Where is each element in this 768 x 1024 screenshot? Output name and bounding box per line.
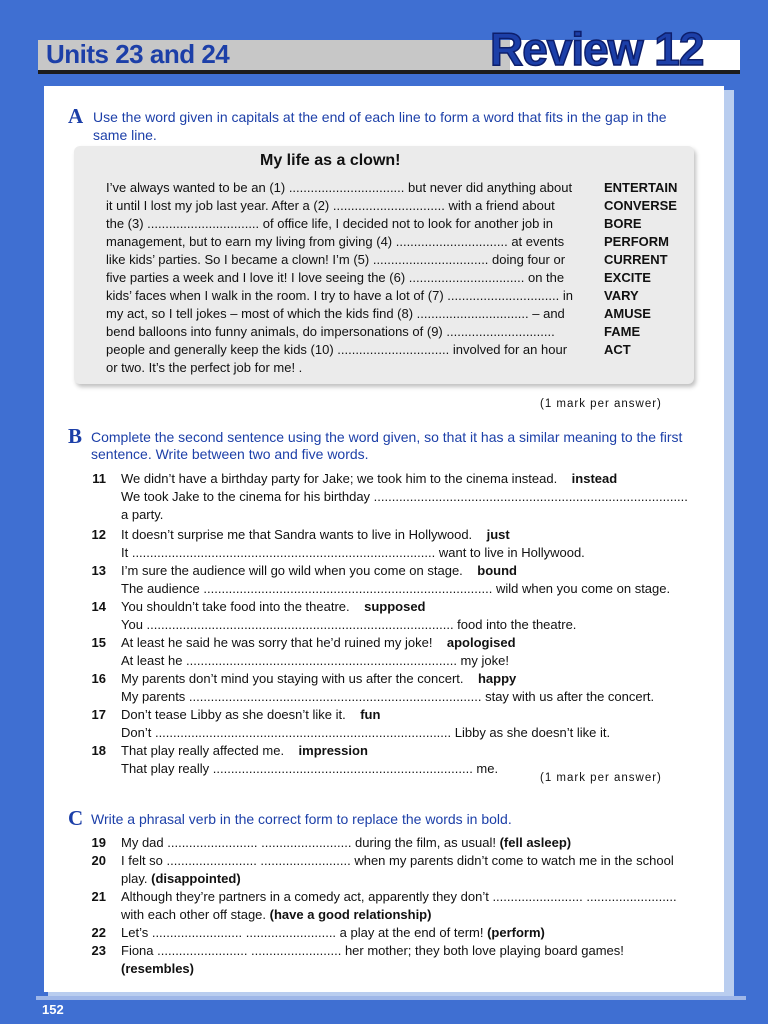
phrasal-verb-sentence-continued bbox=[121, 906, 431, 924]
question-number: 12 bbox=[91, 527, 106, 542]
section-a-marks: (1 mark per answer) bbox=[540, 398, 662, 410]
question-number: 20 bbox=[91, 853, 106, 868]
question-sentence bbox=[121, 706, 380, 724]
text-line: my act, so I tell jokes – most of which the kids find (8) ............................... – and bbox=[106, 306, 565, 321]
answer-line[interactable]: Don’t .................................................................................. Libby as she doesn’t like it. bbox=[121, 725, 611, 740]
capital-word: AMUSE bbox=[604, 306, 651, 321]
text-line: the (3) ............................... of office life, I decided not to look for another job in bbox=[106, 216, 554, 231]
first-sentence: That play really affected me. bbox=[121, 743, 285, 758]
capital-word: CURRENT bbox=[604, 252, 668, 267]
question-number: 21 bbox=[91, 889, 106, 904]
text-line: bend balloons into funny animals, do impersonations of (9) .............................. bbox=[106, 324, 555, 339]
section-b-instruction-2: sentence. Write between two and five words. bbox=[91, 446, 369, 462]
answer-line[interactable]: At least he ........................................................................... my joke! bbox=[121, 653, 509, 668]
key-word: fun bbox=[360, 707, 381, 722]
sentence-text: Fiona ......................... ......................... her mother; they both love playing board games! bbox=[121, 943, 624, 958]
bold-phrase: (have a good relationship) bbox=[269, 907, 432, 922]
key-word: supposed bbox=[364, 599, 426, 614]
review-title: Review 12 bbox=[490, 23, 704, 75]
page-number: 152 bbox=[42, 1002, 64, 1017]
phrasal-verb-sentence[interactable] bbox=[121, 834, 571, 852]
question-number: 13 bbox=[91, 563, 106, 578]
section-a-instruction-2: same line. bbox=[93, 127, 157, 143]
first-sentence: I’m sure the audience will go wild when you come on stage. bbox=[121, 563, 463, 578]
bold-phrase: (perform) bbox=[487, 925, 545, 940]
key-word: just bbox=[486, 527, 510, 542]
question-number: 23 bbox=[91, 943, 106, 958]
section-b-letter: B bbox=[68, 424, 83, 448]
question-number: 17 bbox=[91, 707, 106, 722]
answer-line[interactable]: We took Jake to the cinema for his birthday ....................................................................................... bbox=[121, 489, 688, 504]
first-sentence: My parents don’t mind you staying with us after the concert. bbox=[121, 671, 464, 686]
units-title: Units 23 and 24 bbox=[46, 39, 230, 69]
section-b-instruction-1: Complete the second sentence using the word given, so that it has a similar meaning to the first bbox=[91, 429, 683, 445]
sentence-text: Although they’re partners in a comedy act, apparently they don’t ......................... ......................... bbox=[121, 889, 677, 904]
capital-word: CONVERSE bbox=[604, 198, 677, 213]
question-number: 15 bbox=[91, 635, 106, 650]
text-line: kids’ faces when I walk in the room. I try to have a lot of (7) ............................... in bbox=[106, 288, 573, 303]
answer-line[interactable]: You ..................................................................................... food into the theatre. bbox=[121, 617, 577, 632]
answer-line[interactable]: My parents ................................................................................. stay with us after the concert. bbox=[121, 689, 655, 704]
sentence-text: My dad ......................... ......................... during the film, as usual! bbox=[121, 835, 496, 850]
capital-word: PERFORM bbox=[604, 234, 669, 249]
first-sentence: Don’t tease Libby as she doesn’t like it. bbox=[121, 707, 346, 722]
question-number: 22 bbox=[91, 925, 106, 940]
phrasal-verb-sentence[interactable] bbox=[121, 924, 545, 942]
bold-phrase: (resembles) bbox=[121, 961, 194, 976]
capital-word: FAME bbox=[604, 324, 641, 339]
question-sentence bbox=[121, 470, 617, 488]
capital-word: EXCITE bbox=[604, 270, 651, 285]
capital-word: BORE bbox=[604, 216, 642, 231]
bold-phrase: (disappointed) bbox=[151, 871, 241, 886]
phrasal-verb-sentence[interactable] bbox=[121, 942, 624, 960]
section-c-letter: C bbox=[68, 806, 84, 830]
section-b-marks: (1 mark per answer) bbox=[540, 772, 662, 784]
text-line: it until I lost my job last year. After a (2) ............................... with a friend about bbox=[106, 198, 555, 213]
text-line: or two. It’s the perfect job for me! . bbox=[106, 360, 303, 375]
text-line: I’ve always wanted to be an (1) ................................ but never did anything about bbox=[106, 180, 573, 195]
key-word: impression bbox=[298, 743, 368, 758]
key-word: apologised bbox=[446, 635, 516, 650]
answer-line-continued: a party. bbox=[121, 507, 164, 522]
sentence-text: I felt so ......................... ......................... when my parents didn’t come to watch me in the school bbox=[121, 853, 674, 868]
question-number: 19 bbox=[91, 835, 106, 850]
capital-word: ACT bbox=[604, 342, 631, 357]
phrasal-verb-sentence[interactable] bbox=[121, 852, 674, 870]
key-word: bound bbox=[477, 563, 517, 578]
capital-word: ENTERTAIN bbox=[604, 180, 678, 195]
text-line: people and generally keep the kids (10) ............................... involved for an hour bbox=[106, 342, 568, 357]
question-sentence bbox=[121, 670, 516, 688]
section-a-instruction-1: Use the word given in capitals at the end of each line to form a word that fits in the gap in the bbox=[93, 109, 667, 125]
section-a-letter: A bbox=[68, 104, 84, 128]
section-c-instruction: Write a phrasal verb in the correct form to replace the words in bold. bbox=[91, 811, 512, 827]
text-title: My life as a clown! bbox=[260, 152, 401, 169]
question-number: 14 bbox=[91, 599, 106, 614]
capital-word: VARY bbox=[604, 288, 639, 303]
question-sentence bbox=[121, 742, 368, 760]
text-line: management, but to earn my living from giving (4) ............................... at events bbox=[106, 234, 565, 249]
question-sentence bbox=[121, 526, 510, 544]
key-word: instead bbox=[571, 471, 618, 486]
answer-line[interactable]: The audience ................................................................................ wild when you come on stage. bbox=[121, 581, 671, 596]
sentence-text: Let’s ......................... ......................... a play at the end of term! bbox=[121, 925, 484, 940]
phrasal-verb-sentence-continued bbox=[121, 870, 241, 888]
sentence-text: play. bbox=[121, 871, 148, 886]
question-sentence bbox=[121, 634, 516, 652]
left-margin bbox=[0, 0, 36, 1024]
sentence-text: with each other off stage. bbox=[121, 907, 267, 922]
question-sentence bbox=[121, 562, 517, 580]
phrasal-verb-sentence[interactable] bbox=[121, 888, 677, 906]
first-sentence: You shouldn’t take food into the theatre. bbox=[121, 599, 350, 614]
bold-phrase: (fell asleep) bbox=[499, 835, 572, 850]
key-word: happy bbox=[477, 671, 517, 686]
bottom-bar bbox=[36, 996, 746, 1000]
question-sentence bbox=[121, 598, 426, 616]
first-sentence: At least he said he was sorry that he’d ruined my joke! bbox=[121, 635, 433, 650]
first-sentence: It doesn’t surprise me that Sandra wants to live in Hollywood. bbox=[121, 527, 473, 542]
phrasal-verb-sentence-continued bbox=[121, 960, 194, 978]
question-number: 11 bbox=[92, 471, 106, 486]
text-line: five parties a week and I love it! I love seeing the (6) ................................ on the bbox=[106, 270, 565, 285]
question-number: 18 bbox=[91, 743, 106, 758]
first-sentence: We didn’t have a birthday party for Jake; we took him to the cinema instead. bbox=[121, 471, 558, 486]
question-number: 16 bbox=[91, 671, 106, 686]
text-line: like kids’ parties. So I became a clown! I’m (5) ................................ doing four or bbox=[106, 252, 566, 267]
answer-line[interactable]: It .................................................................................... want to live in Hollywood. bbox=[121, 545, 585, 560]
answer-line[interactable]: That play really ........................................................................ me. bbox=[121, 761, 499, 776]
